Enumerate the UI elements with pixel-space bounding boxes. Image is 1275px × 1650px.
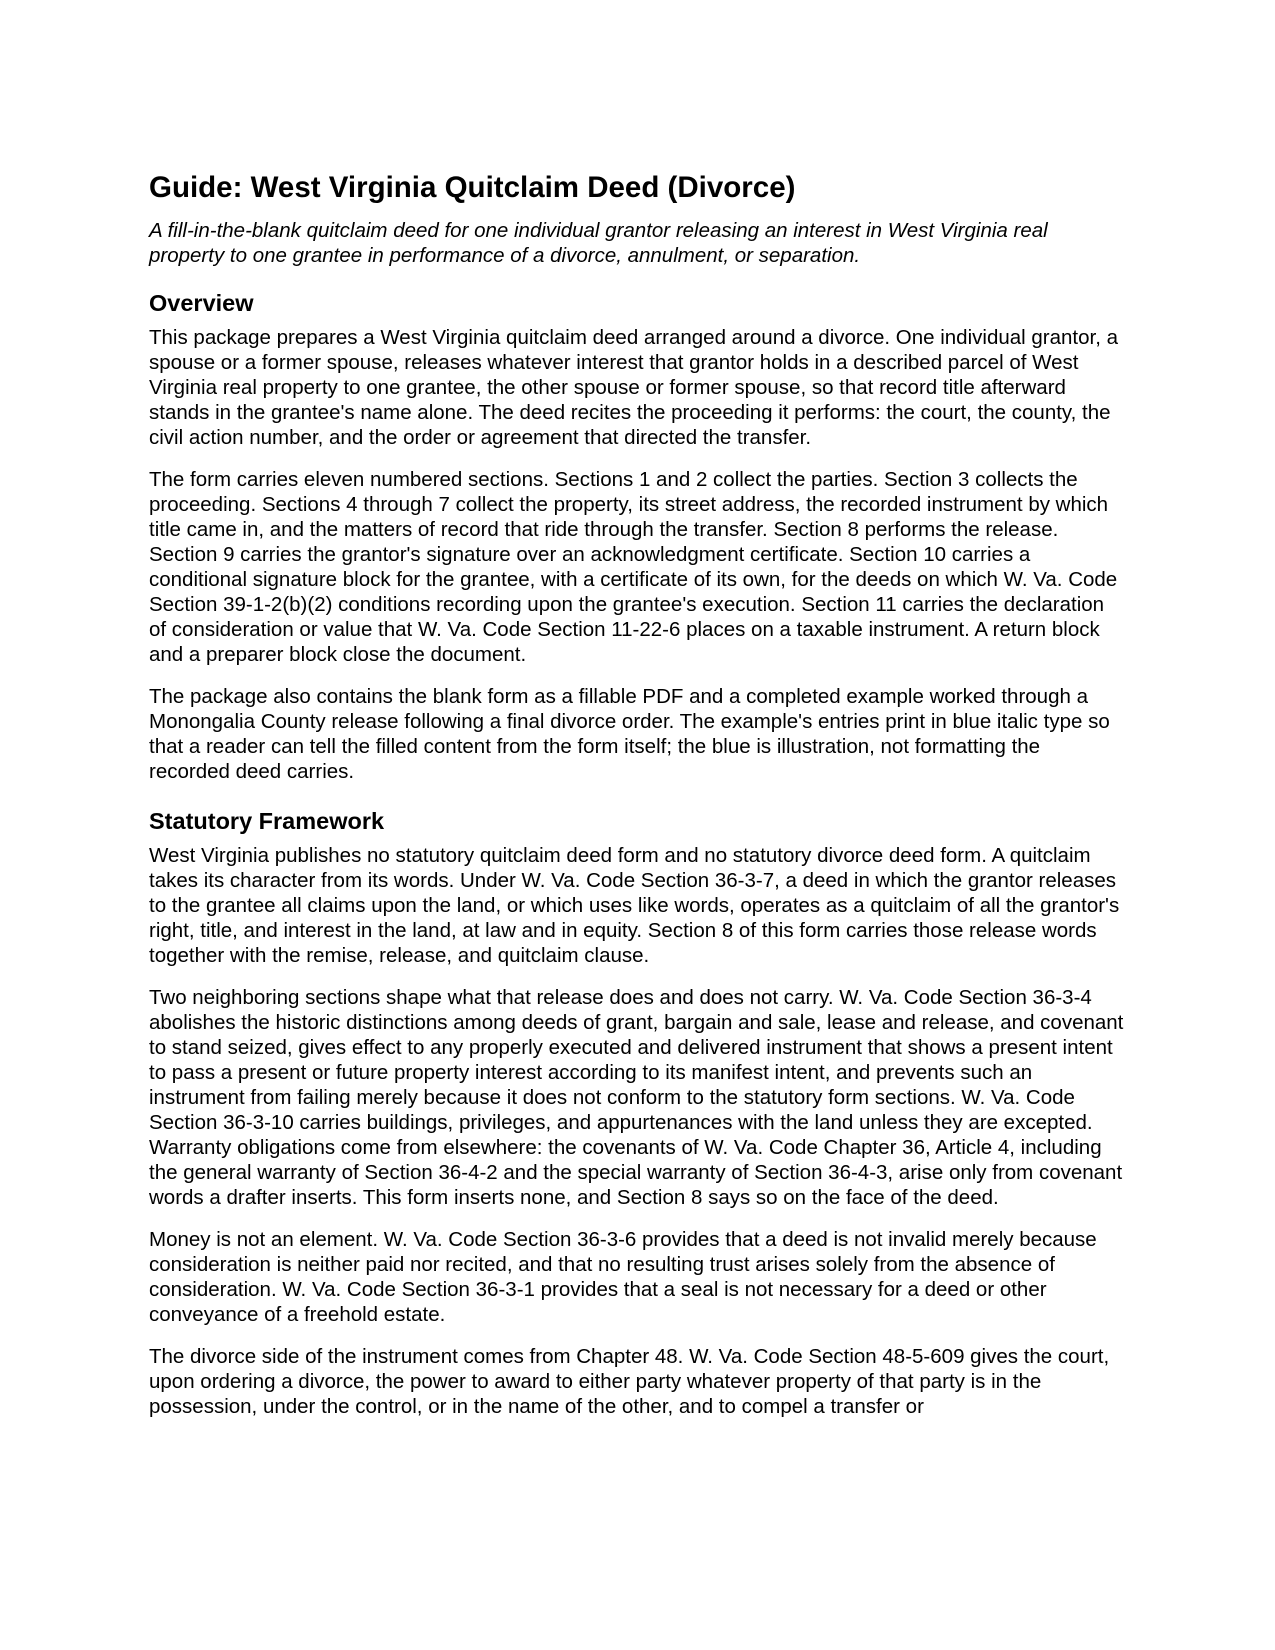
paragraph: Money is not an element. W. Va. Code Section 36-3-6 provides that a deed is not invalid merely because consideration is neither paid nor recited, and that no resulting trust arises solely from the absence of consideration. W. Va. Code Section 36-3-1 provides that a seal is not necessary for a deed or other conveyance of a freehold estate.	[149, 1228, 1097, 1326]
section-heading: Statutory Framework	[149, 808, 385, 834]
section-statutory-framework	[149, 806, 1125, 1419]
section-overview	[149, 288, 1125, 784]
section-heading: Overview	[149, 290, 254, 316]
paragraph: Two neighboring sections shape what that release does and does not carry. W. Va. Code Section 36-3-4 abolishes the historic distinctions among deeds of grant, bargain and sale, lease and release, and covenant to stand seized, gives effect to any properly executed and delivered instrument that shows a present intent to pass a present or future property interest according to its manifest intent, and prevents such an instrument from failing merely because it does not conform to the statutory form sections. W. Va. Code Section 36-3-10 carries buildings, privileges, and appurtenances with the land unless they are excepted. Warranty obligations come from elsewhere: the covenants of W. Va. Code Chapter 36, Article 4, including the general warranty of Section 36-4-2 and the special warranty of Section 36-4-3, arise only from covenant words a drafter inserts. This form inserts none, and Section 8 says so on the face of the deed.	[149, 986, 1124, 1209]
document-page	[149, 170, 1125, 1436]
paragraph: The form carries eleven numbered sections. Sections 1 and 2 collect the parties. Section 3 collects the proceeding. Sections 4 through 7 collect the property, its street address, the recorded instrument by which title came in, and the matters of record that ride through the transfer. Section 8 performs the release. Section 9 carries the grantor's signature over an acknowledgment certificate. Section 10 carries a conditional signature block for the grantee, with a certificate of its own, for the deeds on which W. Va. Code Section 39-1-2(b)(2) conditions recording upon the grantee's execution. Section 11 carries the declaration of consideration or value that W. Va. Code Section 11-22-6 places on a taxable instrument. A return block and a preparer block close the document.	[149, 468, 1118, 666]
document-title: Guide: West Virginia Quitclaim Deed (Divorce)	[149, 171, 796, 204]
paragraph: This package prepares a West Virginia quitclaim deed arranged around a divorce. One individual grantor, a spouse or a former spouse, releases whatever interest that grantor holds in a described parcel of West Virginia real property to one grantee, the other spouse or former spouse, so that record title afterward stands in the grantee's name alone. The deed recites the proceeding it performs: the court, the county, the civil action number, and the order or agreement that directed the transfer.	[149, 326, 1119, 449]
paragraph: West Virginia publishes no statutory quitclaim deed form and no statutory divorce deed form. A quitclaim takes its character from its words. Under W. Va. Code Section 36-3-7, a deed in which the grantor releases to the grantee all claims upon the land, or which uses like words, operates as a quitclaim of all the grantor's right, title, and interest in the land, at law and in equity. Section 8 of this form carries those release words together with the remise, release, and quitclaim clause.	[149, 844, 1120, 967]
paragraph: The divorce side of the instrument comes from Chapter 48. W. Va. Code Section 48-5-609 gives the court, upon ordering a divorce, the power to award to either party whatever property of that party is in the possession, under the control, or in the name of the other, and to compel a transfer or	[149, 1345, 1110, 1418]
paragraph: The package also contains the blank form as a fillable PDF and a completed example worked through a Monongalia County release following a final divorce order. The example's entries print in blue italic type so that a reader can tell the filled content from the form itself; the blue is illustration, not formatting the recorded deed carries.	[149, 685, 1110, 783]
document-subtitle: A fill-in-the-blank quitclaim deed for one individual grantor releasing an interest in West Virginia real property to one grantee in performance of a divorce, annulment, or separation.	[149, 219, 1048, 267]
